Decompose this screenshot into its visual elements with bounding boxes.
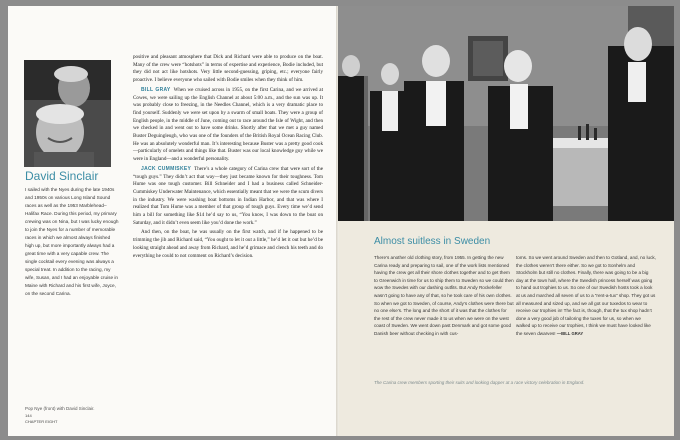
sidebar-bio-text: I sailed with the Nyes during the late 1940s and 1950s on various Long Island Sound races as well as the 1953 Marblehead–Halifax Race. During this period, my primary crewing was on Nina, but I was lucky enough to join the Nyes for a number of memorable races in which we almost always finished high up, but more importantly always had a great time with a very capable crew. The single cocktail every evening was always a special treat. In addition to the racing, my wife, Susan, and I had an enjoyable cruise in Maine with Richard and his first wife, Joyce, on the second Carina. <box>25 187 119 296</box>
page-number: 144 <box>25 413 32 418</box>
sidebar-portrait-photo <box>24 60 111 167</box>
article-signature: —BILL GRAY <box>556 330 584 336</box>
article-column-1: There’s another old clothing story, from 1955. In getting the new Carina ready and preparing to sail, one of the work lists mentioned having the crew get all their shore clothes together and to get them to Greenwich in time for us to ship them to Sweden so we could then wow the Swedes with our dashing outfits. But Andy Rockefeller wasn’t going to have any of that, so he took care of his own clothes. So when we got to Sweden, of course, Andy’s clothes were there but no one else’s. The long and the short of it was that the clothes for the rest of the crew never made it to us when we were on the west coast of Sweden. We went down past Denmark and got some good Danish beer without checking in with cus- <box>374 255 514 336</box>
speaker-label: BILL GRAY <box>141 86 171 93</box>
intro-paragraph: positive and pleasant atmosphere that Dick and Richard were able to produce on the boat. Many of the crew were “hotshots” in terms of expertise and experience, Bodie included, but they did not act like hotshots. Very little second-guessing, griping, etc.; everyone fairly proactive. I believe everyone who sailed with Bodie smiles when they think of him. <box>133 54 323 84</box>
paragraph-text: There’s a whole category of Carina crew that were sort of the “tough guys.” They didn’t act that way—they just became known for their toughness. Tom Hume was one tough customer. Bill Schneider and I had a business called Schneider-Cummiskey Underwater Maintenance, which essentially meant that we were the scum divers in the industry. We were washing boat bottoms in Indian Harbor, and that was where I realized that Tom Hume was a member of that group of tough guys. Every time we’d send him a bill for something like $14 he’d say to us, “You know, I was down to the boat on Saturday, and it didn’t even seem like you’d done the work.” <box>133 165 323 226</box>
portrait-caption: Pop Nye (front) with David Sinclair. <box>25 406 95 411</box>
sidebar-name-heading: David Sinclair <box>25 169 99 183</box>
paragraph-bill-gray <box>133 87 323 164</box>
chapter-label: CHAPTER EIGHT <box>25 419 58 424</box>
crew-celebration-photo <box>338 6 674 221</box>
paragraph-jack-cummiskey <box>133 166 323 228</box>
article-column-2-text: toms. So we went around Sweden and then to Gotland, and, no luck, the clothes weren’t there either. So we got to Sonhelm and Stockholm but still no clothes. Finally, there was going to be a big day at the town hall, where the Swedish princess herself was going to hand out trophies to us. So one of our Swedish hosts took a look at us and marched all seven of us to a “rent-a-tux” shop. They got us all measured and sized up, and we all got our tuxedos to wear to receive our trophies in! The fact is, though, that the tux shop hadn’t done a very good job of tailoring the tuxes for us, so when we walked up to receive our trophies, I think we must have looked like the seven dwarves! <box>516 255 656 336</box>
photo-caption: The Carina crew members sporting their suits and looking dapper at a race victory celebration in England. <box>374 380 585 385</box>
main-text-column <box>133 54 323 262</box>
speaker-label: JACK CUMMISKEY <box>141 165 192 172</box>
paragraph-text: When we cruised across in 1955, on the first Carina, and we arrived at Cowes, we were sailing up the English Channel at about 5:00 a.m., and the sun was up. It was probably close to freezing, in the Needles Channel, which is a very dramatic place to find yourself. Suddenly we were set upon by a swarm of small boats. They were a group of English people, in the middle of June, coming out to race around the Isle of Wight, and then we checked in and went out to have some drinks. Shortly after that we met a guy named Buster Deguingleugh, who was one of the founders of the British Royal Ocean Racing Club. He was an absolutely wonderful man. It’s interesting because Buster was a pretty good cook—particularly of omelets and things like that. Buster was our local knowledge guy while we were in England—and a wonderful personality. <box>133 86 323 163</box>
article-title: Almost suitless in Sweden <box>374 236 491 247</box>
paragraph-continued: And then, on the boat, he was usually on the first watch, and if he happened to be trimming the jib and Richard said, “You ought to let it out a little,” he’d let it out but he’d be looking straight ahead and away from Richard, and he’d grimace and clench his teeth and do everything he could to not comment on Richard’s decision. <box>133 229 323 259</box>
article-column-2 <box>516 254 656 338</box>
page-folio <box>25 413 57 425</box>
